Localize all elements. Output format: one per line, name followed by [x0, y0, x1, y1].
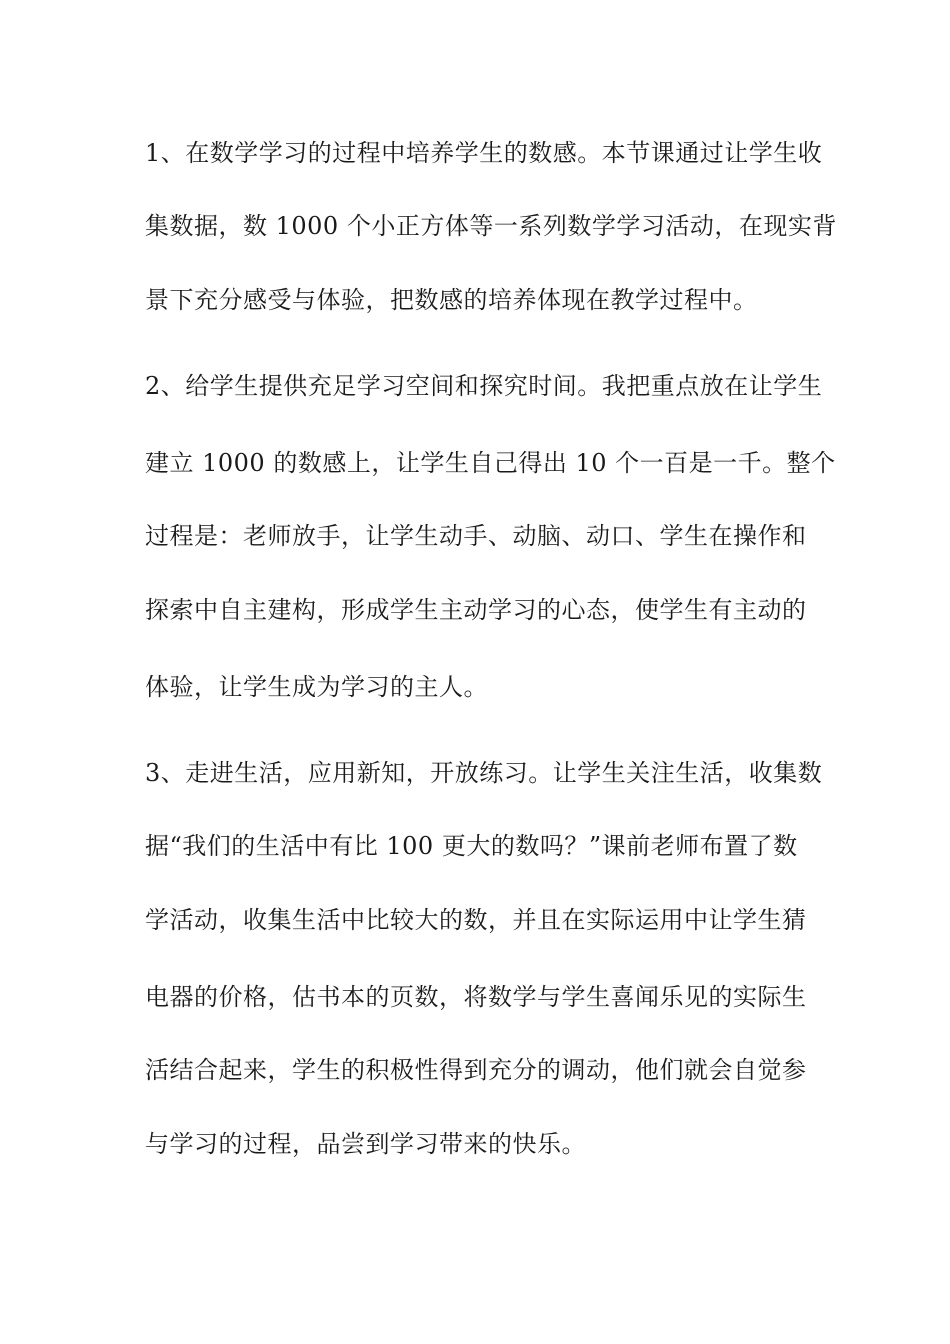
paragraph-3-line-5: 活结合起来，学生的积极性得到充分的调动，他们就会自觉参 — [145, 1056, 807, 1084]
paragraph-2-line-2: 建立 1000 的数感上，让学生自己得出 10 个一百是一千。整个 — [145, 449, 836, 477]
paragraph-1-line-3: 景下充分感受与体验，把数感的培养体现在教学过程中。 — [145, 286, 758, 314]
paragraph-2-line-1: 2、给学生提供充足学习空间和探究时间。我把重点放在让学生 — [145, 372, 823, 400]
paragraph-3-line-2: 据“我们的生活中有比 100 更大的数吗？”课前老师布置了数 — [145, 832, 798, 860]
paragraph-2-line-5: 体验，让学生成为学习的主人。 — [145, 673, 488, 701]
paragraph-3-line-6: 与学习的过程，品尝到学习带来的快乐。 — [145, 1130, 586, 1158]
paragraph-2-line-3: 过程是：老师放手，让学生动手、动脑、动口、学生在操作和 — [145, 522, 807, 550]
paragraph-1-line-1: 1、在数学学习的过程中培养学生的数感。本节课通过让学生收 — [145, 139, 823, 167]
paragraph-3-line-3: 学活动，收集生活中比较大的数，并且在实际运用中让学生猜 — [145, 906, 807, 934]
paragraph-2-line-4: 探索中自主建构，形成学生主动学习的心态，使学生有主动的 — [145, 596, 807, 624]
paragraph-3-line-4: 电器的价格，估书本的页数，将数学与学生喜闻乐见的实际生 — [145, 983, 807, 1011]
paragraph-3-line-1: 3、走进生活，应用新知，开放练习。让学生关注生活，收集数 — [145, 759, 823, 787]
paragraph-1-line-2: 集数据，数 1000 个小正方体等一系列数学学习活动，在现实背 — [145, 212, 837, 240]
